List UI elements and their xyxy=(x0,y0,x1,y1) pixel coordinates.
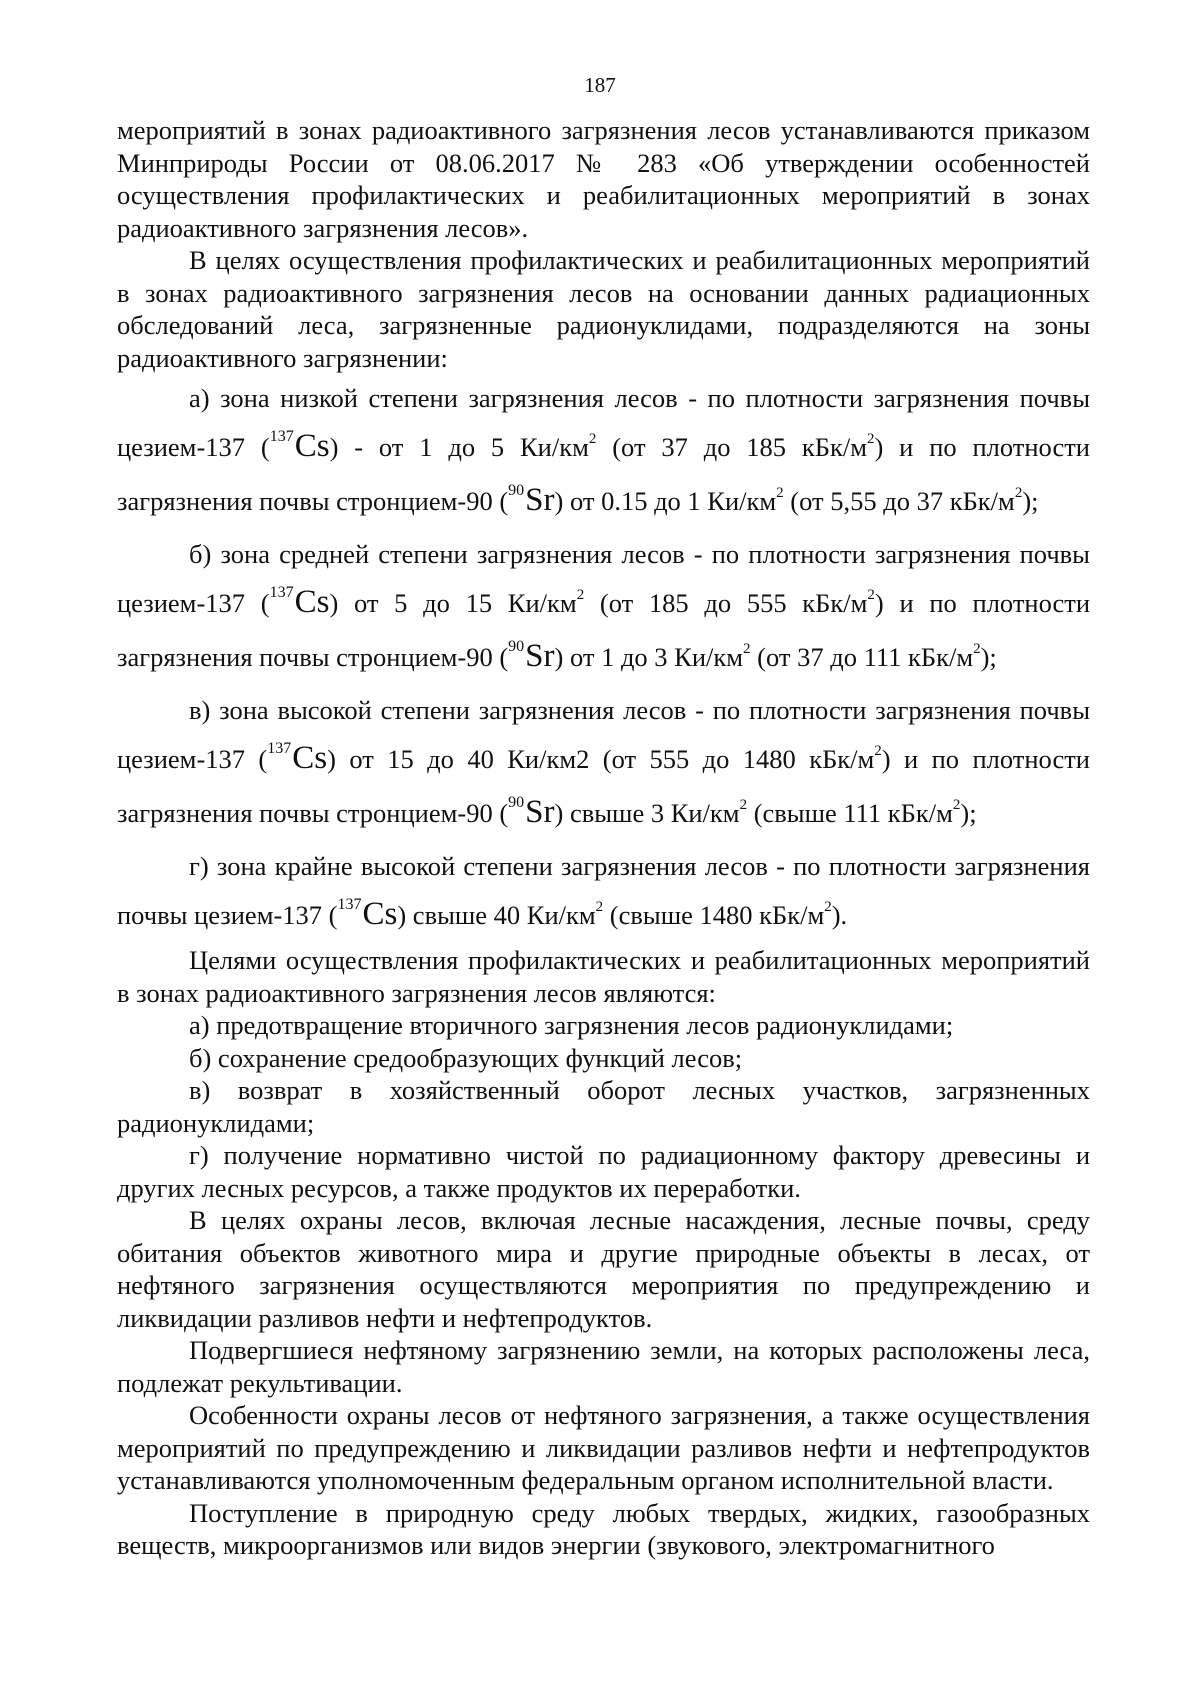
zone-c-text-3: ) и по плотности загрязнения почвы стронцием-90 ( xyxy=(117,744,1090,828)
zone-c-text-5: (свыше 111 кБк/м xyxy=(747,798,953,828)
strontium-90-formula: $^{90}$Sr xyxy=(508,638,555,674)
zone-b-text-6: (от 37 до 111 кБк/м xyxy=(750,642,974,672)
zone-a-text-5: ) от 0.15 до 1 Ки/км xyxy=(554,486,777,516)
zone-d-text-4: ). xyxy=(831,900,848,930)
zone-d-paragraph: г) зона крайне высокой степени загрязнения лесов - по плотности загрязнения почвы цезием-137 ($^{137}$Cs) свыше 40 $Ки/км^2$ (свыше 1480 кБк/$м^2$). xyxy=(117,851,1090,932)
zone-a-text-1: а) зона низкой степени загрязнения лесов - по плотности загрязнения почвы цезием-137 ( xyxy=(117,383,1090,462)
zone-b-text-4: ) и по плотности загрязнения почвы стронцием-90 ( xyxy=(117,588,1091,672)
zone-d-text-2: ) свыше 40 Ки/км xyxy=(397,900,596,930)
zone-d-text-3: (свыше 1480 кБк/м xyxy=(603,900,825,930)
zone-b-text-2: ) от 5 до 15 Ки/км xyxy=(329,588,577,618)
paragraph-oil-protection: В целях охраны лесов, включая лесные насаждения, лесные почвы, среду обитания объектов животного мира и другие природные объекты в лесах, от нефтяного загрязнения осуществляются мероприятия по предупреждению и ликвидации разливов нефти и нефтепродуктов. xyxy=(117,1205,1090,1333)
cesium-137-formula: $^{137}$Cs xyxy=(337,896,398,932)
strontium-90-formula: $^{90}$Sr xyxy=(508,482,555,518)
zone-c-text-2: ) от 15 до 40 Ки/км2 (от 555 до 1480 кБк/м xyxy=(327,744,875,774)
zone-c-text-1: в) зона высокой степени загрязнения лесов - по плотности загрязнения почвы цезием-137 ( xyxy=(117,695,1090,774)
page-number: 187 xyxy=(584,73,616,97)
goal-item-b: б) сохранение средообразующих функций лесов; xyxy=(189,1042,743,1073)
paragraph-oil-recultivation: Подвергшиеся нефтяному загрязнению земли, на которых расположены леса, подлежат рекультивации. xyxy=(117,1335,1090,1398)
paragraph-emissions: Поступление в природную среду любых твердых, жидких, газообразных веществ, микроорганизмов или видов энергии (звукового, электромагнитного xyxy=(117,1497,1090,1560)
zone-a-text-7: ); xyxy=(1022,486,1039,516)
zone-a-text-2: ) - от 1 до 5 Ки/км xyxy=(329,432,589,462)
cesium-137-formula: $^{137}$Cs xyxy=(269,428,330,464)
zone-a-text-6: (от 5,55 до 37 кБк/м xyxy=(783,486,1015,516)
zone-b-text-7: ); xyxy=(980,642,997,672)
cesium-137-formula: $^{137}$Cs xyxy=(269,584,330,620)
zone-b-text-3: (от 185 до 555 кБк/м xyxy=(584,588,868,618)
zone-d-text-1: г) зона крайне высокой степени загрязнения лесов - по плотности загрязнения почвы цезием-137 ( xyxy=(117,851,1090,930)
paragraph-zones-intro: В целях осуществления профилактических и реабилитационных мероприятий в зонах радиоактивного загрязнения лесов на основании данных радиационных обследований леса, загрязненные радионуклидами, подразделяются на зоны радиоактивного загрязнении: xyxy=(117,245,1090,373)
zone-a-paragraph: а) зона низкой степени загрязнения лесов - по плотности загрязнения почвы цезием-137 ($^{137}$Cs) - от 1 до 5 $Ки/км^2$ (от 37 до 185 кБк/$м^2$) и по плотности загрязнения почвы стронцием-90 ($^{90}$Sr) от 0.15 до 1 $Ки/км^2$ (от 5,55 до 37 кБк/$м^2$); xyxy=(117,383,1090,518)
zone-a-text-3: (от 37 до 185 кБк/м xyxy=(596,432,867,462)
zone-b-text-1: б) зона средней степени загрязнения лесов - по плотности загрязнения почвы цезием-137 ( xyxy=(117,539,1090,618)
paragraph-oil-authority: Особенности охраны лесов от нефтяного загрязнения, а также осуществления мероприятий по предупреждению и ликвидации разливов нефти и нефтепродуктов устанавливаются уполномоченным федеральным органом исполнительной власти. xyxy=(117,1400,1090,1495)
paragraph-regulation: мероприятий в зонах радиоактивного загрязнения лесов устанавливаются приказом Минприроды России от 08.06.2017 № 283 «Об утверждении особенностей осуществления профилактических и реабилитационных мероприятий в зонах радиоактивного загрязнения лесов». xyxy=(117,115,1090,243)
goal-item-c: в) возврат в хозяйственный оборот лесных участков, загрязненных радионуклидами; xyxy=(117,1075,1090,1138)
zone-b-text-5: ) от 1 до 3 Ки/км xyxy=(554,642,744,672)
strontium-90-formula: $^{90}$Sr xyxy=(508,794,555,830)
document-body xyxy=(117,114,1090,1562)
goal-item-a: а) предотвращение вторичного загрязнения лесов радионуклидами; xyxy=(189,1010,954,1040)
paragraph-goals-intro: Целями осуществления профилактических и реабилитационных мероприятий в зонах радиоактивного загрязнения лесов являются: xyxy=(117,945,1090,1008)
zone-c-paragraph: в) зона высокой степени загрязнения лесов - по плотности загрязнения почвы цезием-137 ($^{137}$Cs) от 15 до 40 Ки/км2 (от 555 до 1480 кБк/$м^2$) и по плотности загрязнения почвы стронцием-90 ($^{90}$Sr) свыше 3 $Ки/км^2$ (свыше 111 кБк/$м^2$); xyxy=(117,695,1090,830)
goal-item-d: г) получение нормативно чистой по радиационному фактору древесины и других лесных ресурсов, а также продуктов их переработки. xyxy=(117,1140,1090,1203)
zone-c-text-6: ); xyxy=(960,798,977,828)
zone-c-text-4: ) свыше 3 Ки/км xyxy=(554,798,740,828)
zone-a-text-4: ) и по плотности загрязнения почвы стронцием-90 ( xyxy=(117,432,1090,516)
zone-b-paragraph: б) зона средней степени загрязнения лесов - по плотности загрязнения почвы цезием-137 ($^{137}$Cs) от 5 до 15 $Ки/км^2$ (от 185 до 555 кБк/$м^2$) и по плотности загрязнения почвы стронцием-90 ($^{90}$Sr) от 1 до 3 $Ки/км^2$ (от 37 до 111 кБк/$м^2$); xyxy=(117,539,1091,674)
cesium-137-formula: $^{137}$Cs xyxy=(267,740,328,776)
